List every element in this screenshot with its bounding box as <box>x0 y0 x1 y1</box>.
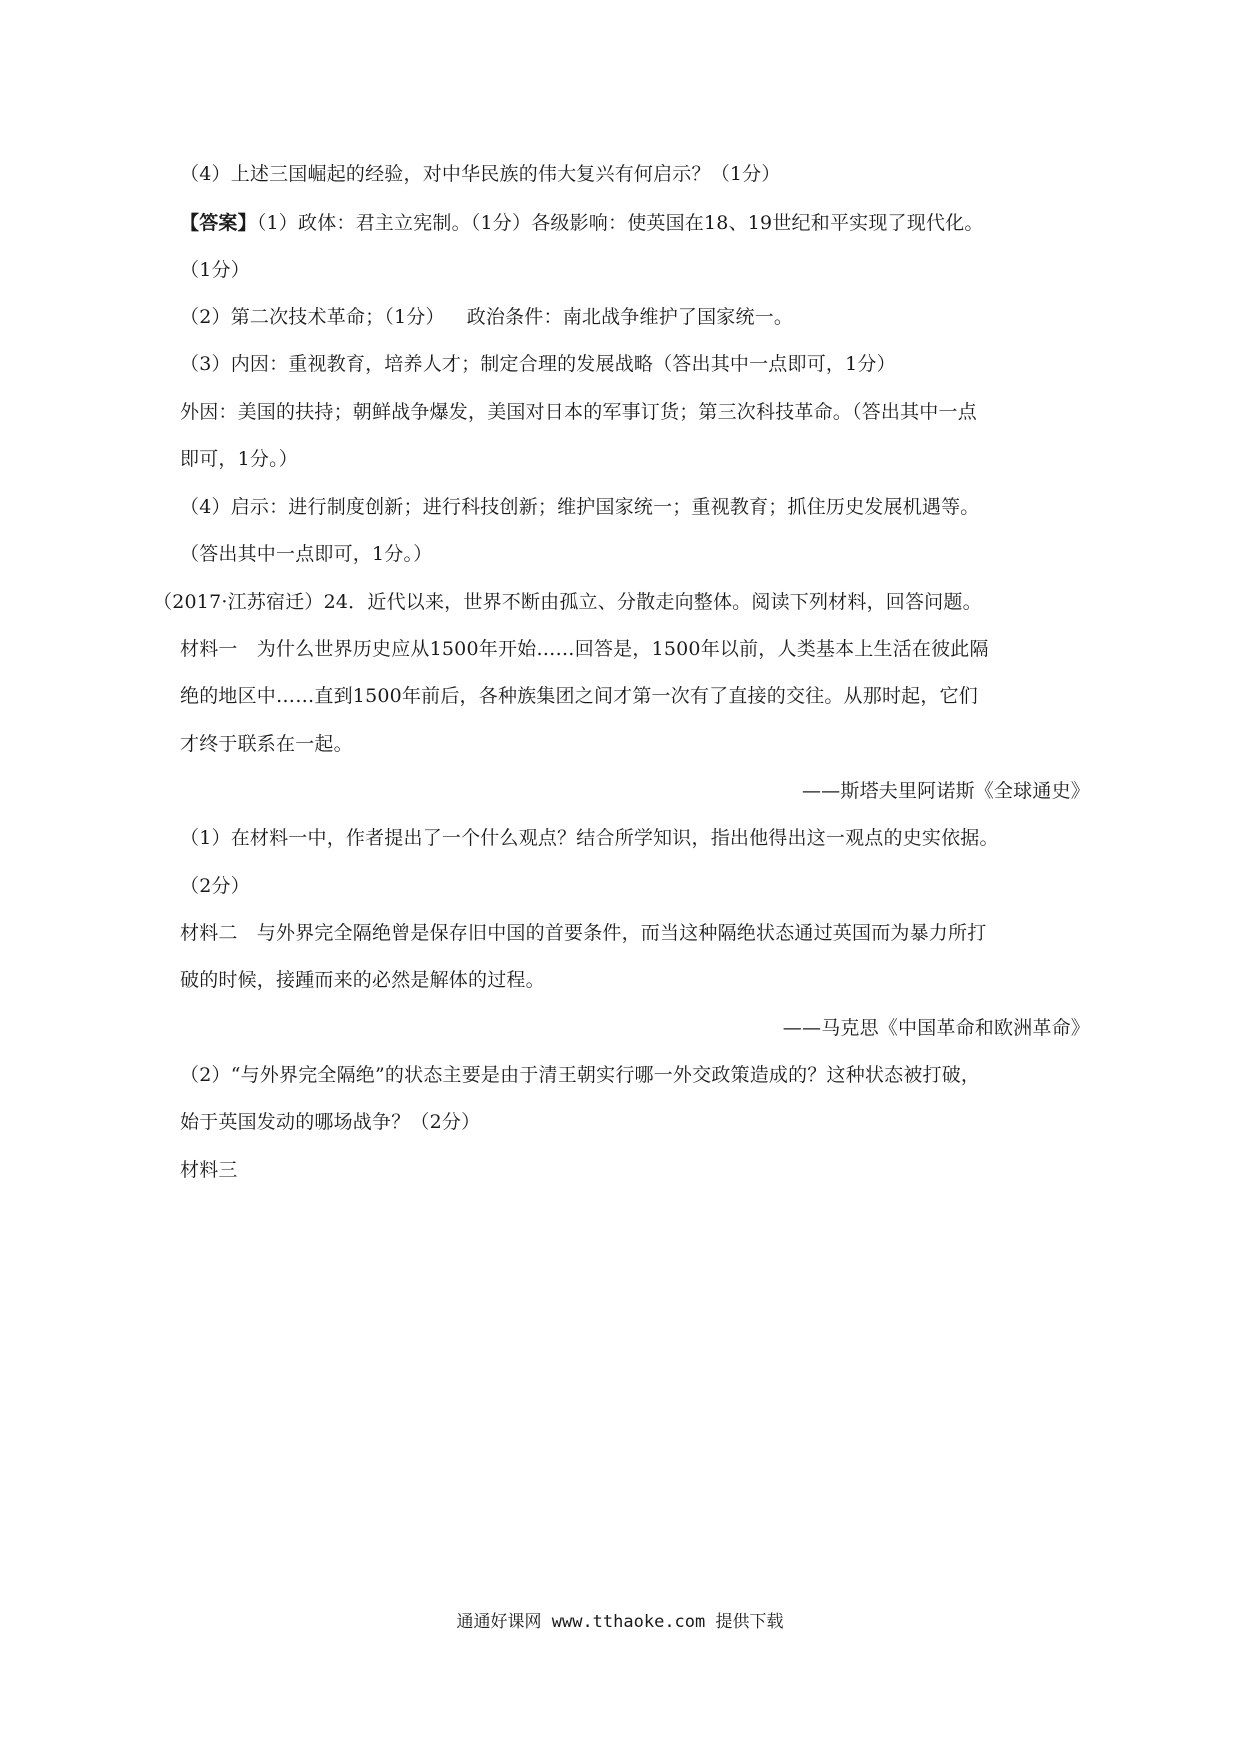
question-24: （2017·江苏宿迁）24．近代以来，世界不断由孤立、分散走向整体。阅读下列材料，回答问题。 <box>153 591 982 613</box>
answer-2-part-b: 政治条件：南北战争维护了国家统一。 <box>466 306 794 328</box>
material-3-heading: 材料三 <box>180 1159 238 1181</box>
answer-tag: 【答案】 <box>180 212 257 234</box>
material-2-line-2: 破的时候，接踵而来的必然是解体的过程。 <box>180 969 545 991</box>
answer-2-part-a: （2）第二次技术革命；（1分） <box>180 306 445 328</box>
material-1-line-3: 才终于联系在一起。 <box>180 733 353 755</box>
answer-3: （3）内因：重视教育，培养人才；制定合理的发展战略（答出其中一点即可，1分） <box>180 353 896 375</box>
answer-4-score: （答出其中一点即可，1分。） <box>180 543 433 565</box>
material-2-line-1: 材料二 与外界完全隔绝曾是保存旧中国的首要条件，而当这种隔绝状态通过英国而为暴力所打 <box>180 922 987 944</box>
sub-question-1: （1）在材料一中，作者提出了一个什么观点？结合所学知识，指出他得出这一观点的史实依据。 <box>180 827 999 849</box>
answer-2 <box>180 305 793 329</box>
page-footer: 通通好课网 www.tthaoke.com 提供下载 <box>456 1612 784 1632</box>
material-2-source: ——马克思《中国革命和欧洲革命》 <box>782 1017 1090 1039</box>
question-4: （4）上述三国崛起的经验，对中华民族的伟大复兴有何启示？（1分） <box>180 163 781 185</box>
answer-1-score: （1分） <box>180 259 250 281</box>
sub-question-2-line-2: 始于英国发动的哪场战争？（2分） <box>180 1111 481 1133</box>
answer-line-1 <box>180 211 984 235</box>
sub-question-1-score: （2分） <box>180 875 250 897</box>
material-1-line-1: 材料一 为什么世界历史应从1500年开始……回答是，1500年以前，人类基本上生活在彼此隔 <box>180 638 989 660</box>
material-1-source: ——斯塔夫里阿诺斯《全球通史》 <box>801 780 1090 802</box>
answer-1: （1）政体：君主立宪制。（1分）各级影响：使英国在18、19世纪和平实现了现代化。 <box>256 212 984 234</box>
material-1-line-2: 绝的地区中……直到1500年前后，各种族集团之间才第一次有了直接的交往。从那时起，它们 <box>180 685 978 707</box>
answer-3-external: 外因：美国的扶持；朝鲜战争爆发，美国对日本的军事订货；第三次科技革命。（答出其中一点 <box>180 401 977 423</box>
sub-question-2: （2）“与外界完全隔绝”的状态主要是由于清王朝实行哪一外交政策造成的？这种状态被打破， <box>180 1064 981 1086</box>
answer-3-score: 即可，1分。） <box>180 448 298 470</box>
answer-4: （4）启示：进行制度创新；进行科技创新；维护国家统一；重视教育；抓住历史发展机遇等。 <box>180 496 980 518</box>
